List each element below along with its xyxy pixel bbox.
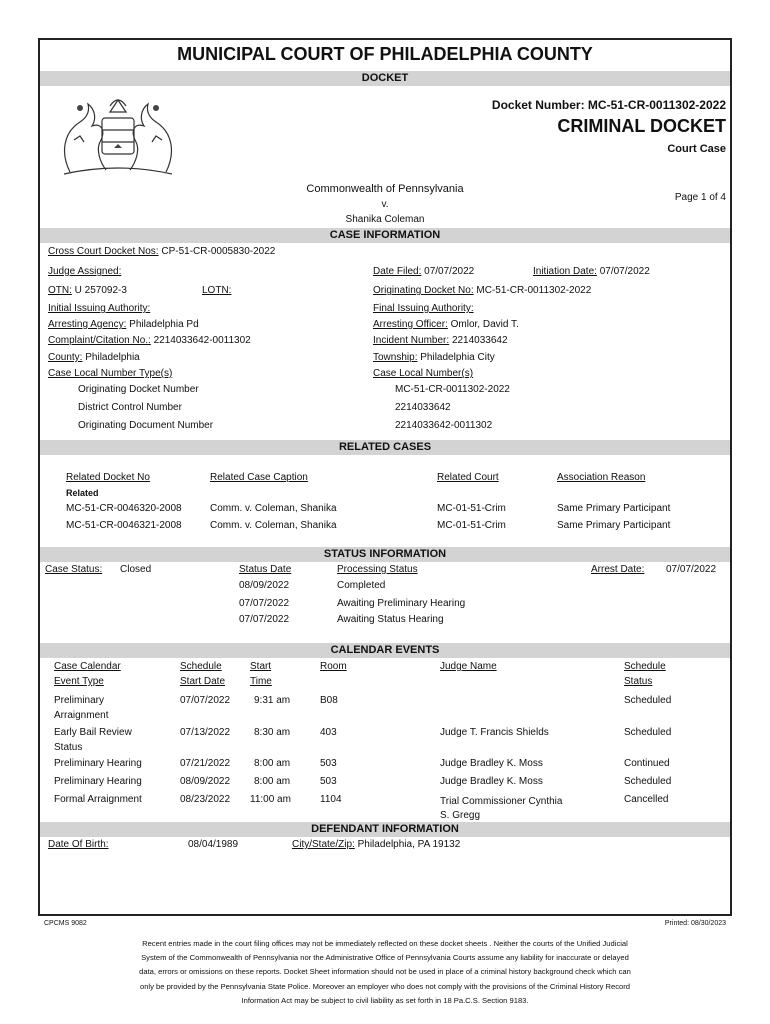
- start-date-cell: 08/23/2022: [180, 794, 231, 805]
- caption-line2: v.: [381, 199, 389, 210]
- related-cases-bar: RELATED CASES: [40, 440, 730, 455]
- association-reason-cell: Same Primary Participant: [557, 503, 671, 514]
- related-docket-cell: MC-51-CR-0046320-2008: [66, 503, 182, 514]
- defendant-information-bar: DEFENDANT INFORMATION: [40, 822, 730, 837]
- disclaimer-line: Recent entries made in the court filing offices may not be immediately reflected on these docket sheets . Neither the courts of the Unified Judicial: [142, 939, 628, 948]
- incident-number-row: Incident Number: 2214033642: [373, 335, 508, 346]
- start-date-header: Schedule: [180, 661, 222, 672]
- room-cell: 503: [320, 776, 337, 787]
- local-number-item: MC-51-CR-0011302-2022: [395, 384, 510, 395]
- start-time-cell: 8:00 am: [254, 758, 291, 769]
- docket-number: Docket Number: MC-51-CR-0011302-2022: [491, 98, 726, 112]
- start-time-header: Time: [250, 676, 272, 687]
- caption-line3: Shanika Coleman: [345, 214, 425, 225]
- related-caption-cell: Comm. v. Coleman, Shanika: [210, 520, 337, 531]
- judge-name-cell: Judge T. Francis Shields: [440, 727, 549, 738]
- arresting-agency-value: Philadelphia Pd: [129, 319, 199, 330]
- city-state-zip-row: City/State/Zip: Philadelphia, PA 19132: [292, 839, 461, 850]
- cross-court-row: Cross Court Docket Nos: CP-51-CR-0005830-2022: [48, 246, 276, 257]
- township-row: Township: Philadelphia City: [373, 352, 495, 363]
- start-time-cell: 8:00 am: [254, 776, 291, 787]
- schedule-status-cell: Scheduled: [624, 695, 672, 706]
- start-date-cell: 07/21/2022: [180, 758, 231, 769]
- schedule-status-cell: Scheduled: [624, 727, 672, 738]
- case-status-value: Closed: [120, 564, 152, 575]
- association-reason-cell: Same Primary Participant: [557, 520, 671, 531]
- event-type-cell: Preliminary Hearing: [54, 776, 142, 787]
- status-date-header: Status Date: [239, 564, 292, 575]
- court-title: MUNICIPAL COURT OF PHILADELPHIA COUNTY: [177, 44, 593, 64]
- event-type-header: Event Type: [54, 676, 104, 687]
- dob-label: Date Of Birth:: [48, 839, 109, 850]
- schedule-status-cell: Cancelled: [624, 794, 669, 805]
- start-date-header: Start Date: [180, 676, 226, 687]
- date-filed-row: Date Filed: 07/07/2022: [373, 266, 475, 277]
- related-docket-header: Related Docket No: [66, 472, 150, 483]
- form-id: CPCMS 9082: [44, 920, 87, 927]
- printed-date: Printed: 08/30/2023: [664, 920, 726, 927]
- judge-name-cell: S. Gregg: [440, 810, 481, 821]
- room-cell: 403: [320, 727, 337, 738]
- complaint-value: 2214033642-0011302: [153, 335, 251, 346]
- event-type-cell: Arraignment: [54, 710, 109, 721]
- processing-status-header: Processing Status: [337, 564, 418, 575]
- local-number-type-label: Case Local Number Type(s): [48, 368, 173, 379]
- otn-row: OTN: U 257092-3: [48, 285, 127, 296]
- event-type-header: Case Calendar: [54, 661, 121, 672]
- date-filed-value: 07/07/2022: [424, 266, 475, 277]
- processing-status-cell: Awaiting Status Hearing: [337, 614, 444, 625]
- complaint-row: Complaint/Citation No.: 2214033642-0011302: [48, 335, 251, 346]
- judge-name-header: Judge Name: [440, 661, 497, 672]
- case-information-bar: CASE INFORMATION: [40, 228, 730, 243]
- related-court-cell: MC-01-51-Crim: [437, 520, 506, 531]
- schedule-status-header: Schedule: [624, 661, 666, 672]
- room-cell: 1104: [320, 794, 342, 805]
- related-docket-cell: MC-51-CR-0046321-2008: [66, 520, 182, 531]
- related-group-label: Related: [66, 488, 99, 498]
- processing-status-cell: Completed: [337, 580, 386, 591]
- related-caption-header: Related Case Caption: [210, 472, 308, 483]
- judge-name-cell: Judge Bradley K. Moss: [440, 758, 543, 769]
- judge-name-cell: Judge Bradley K. Moss: [440, 776, 543, 787]
- room-cell: 503: [320, 758, 337, 769]
- township-value: Philadelphia City: [420, 352, 495, 363]
- start-time-header: Start: [250, 661, 272, 672]
- association-reason-header: Association Reason: [557, 472, 646, 483]
- schedule-status-cell: Scheduled: [624, 776, 672, 787]
- schedule-status-cell: Continued: [624, 758, 670, 769]
- local-type-item: Originating Docket Number: [78, 384, 199, 395]
- status-information-bar: STATUS INFORMATION: [40, 547, 730, 562]
- disclaimer-line: only be provided by the Pennsylvania State Police. Moreover an employer who does not comply with the provisions of the Criminal History Record: [139, 981, 631, 991]
- start-time-cell: 8:30 am: [254, 727, 291, 738]
- status-date-cell: 08/09/2022: [239, 580, 290, 591]
- lotn-label: LOTN:: [202, 285, 232, 296]
- related-court-header: Related Court: [437, 472, 499, 483]
- otn-value: U 257092-3: [74, 285, 127, 296]
- start-date-cell: 08/09/2022: [180, 776, 231, 787]
- docket-bar: DOCKET: [40, 71, 730, 86]
- local-number-item: 2214033642: [395, 402, 451, 413]
- disclaimer-line: Information Act may be subject to civil liability as set forth in 18 Pa.C.S. Section 9183.: [241, 995, 529, 1005]
- related-court-cell: MC-01-51-Crim: [437, 503, 506, 514]
- arresting-officer-row: Arresting Officer: Omlor, David T.: [373, 319, 519, 330]
- disclaimer-line: data, errors or omissions on these reports. Docket Sheet information should not be used in place of a criminal history background check which can: [139, 967, 631, 977]
- cross-court-value: CP-51-CR-0005830-2022: [161, 246, 276, 257]
- disclaimer-line: System of the Commonwealth of Pennsylvania nor the Administrative Office of Pennsylvania Courts assume any liability for inaccurate or delayed: [141, 953, 629, 963]
- county-row: County: Philadelphia: [48, 352, 140, 363]
- arrest-date-value: 07/07/2022: [666, 564, 717, 575]
- room-header: Room: [320, 661, 347, 672]
- final-authority-label: Final Issuing Authority:: [373, 303, 474, 314]
- status-date-cell: 07/07/2022: [239, 614, 290, 625]
- start-date-cell: 07/07/2022: [180, 695, 231, 706]
- initial-authority-label: Initial Issuing Authority:: [48, 303, 151, 314]
- event-type-cell: Preliminary Hearing: [54, 758, 142, 769]
- calendar-events-bar: CALENDAR EVENTS: [40, 643, 730, 658]
- arresting-agency-row: Arresting Agency: Philadelphia Pd: [48, 319, 199, 330]
- local-number-item: 2214033642-0011302: [395, 420, 493, 431]
- status-date-cell: 07/07/2022: [239, 598, 290, 609]
- processing-status-cell: Awaiting Preliminary Hearing: [337, 598, 466, 609]
- arrest-date-label: Arrest Date:: [591, 564, 645, 575]
- judge-name-cell: Trial Commissioner Cynthia: [440, 796, 563, 807]
- disclaimer: [40, 937, 730, 1008]
- originating-docket-value: MC-51-CR-0011302-2022: [476, 285, 592, 296]
- case-status-label: Case Status:: [45, 564, 103, 575]
- dob-value: 08/04/1989: [188, 839, 239, 850]
- initiation-date-row: Initiation Date: 07/07/2022: [533, 266, 650, 277]
- event-type-cell: Early Bail Review: [54, 727, 132, 738]
- docket-type: CRIMINAL DOCKET: [557, 116, 726, 136]
- court-case-label: Court Case: [667, 143, 726, 155]
- judge-assigned-label: Judge Assigned:: [48, 266, 122, 277]
- incident-number-value: 2214033642: [451, 335, 508, 346]
- county-value: Philadelphia: [85, 352, 140, 363]
- pennsylvania-seal-icon: [50, 92, 186, 178]
- event-type-cell: Preliminary: [54, 695, 105, 706]
- caption-line1: Commonwealth of Pennsylvania: [306, 183, 464, 195]
- city-state-zip-value: Philadelphia, PA 19132: [357, 839, 461, 850]
- event-type-cell: Formal Arraignment: [54, 794, 142, 805]
- initiation-date-value: 07/07/2022: [599, 266, 650, 277]
- local-number-label: Case Local Number(s): [373, 368, 474, 379]
- schedule-status-header: Status: [624, 676, 653, 687]
- room-cell: B08: [320, 695, 338, 706]
- related-caption-cell: Comm. v. Coleman, Shanika: [210, 503, 337, 514]
- local-type-item: Originating Document Number: [78, 420, 214, 431]
- page-indicator: Page 1 of 4: [674, 192, 726, 203]
- start-time-cell: 9:31 am: [254, 695, 291, 706]
- arresting-officer-value: Omlor, David T.: [450, 319, 519, 330]
- local-type-item: District Control Number: [78, 402, 182, 413]
- event-type-cell: Status: [54, 742, 83, 753]
- start-time-cell: 11:00 am: [250, 794, 291, 805]
- start-date-cell: 07/13/2022: [180, 727, 231, 738]
- originating-docket-row: Originating Docket No: MC-51-CR-0011302-2022: [373, 285, 592, 296]
